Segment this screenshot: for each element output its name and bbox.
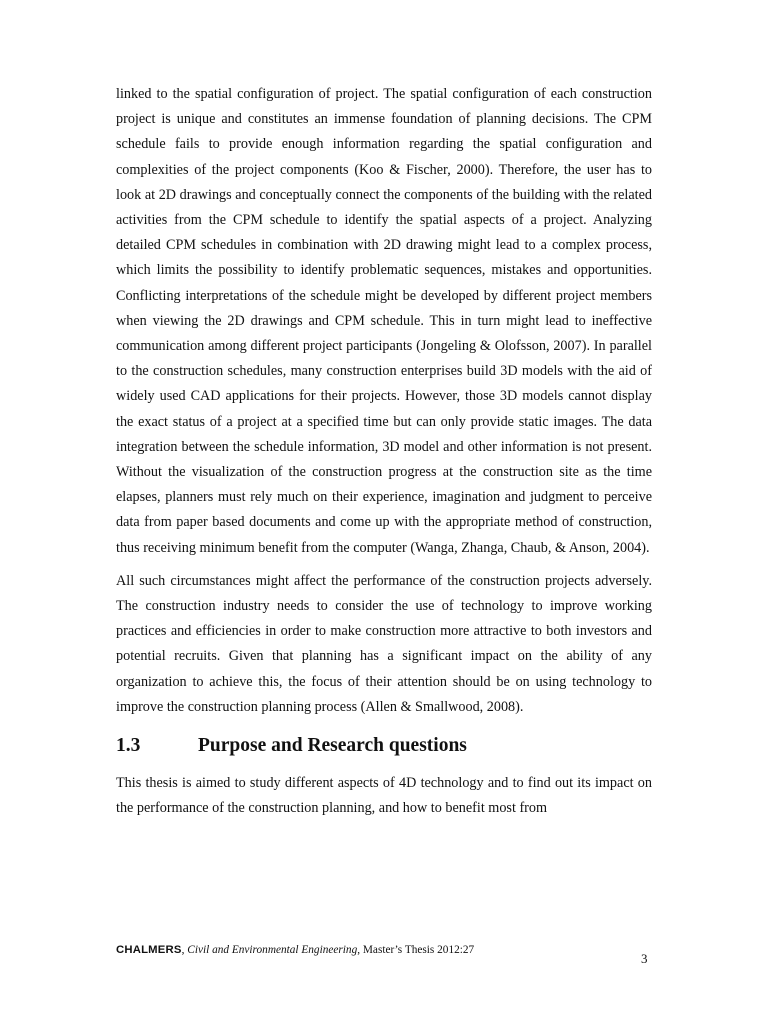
body-text — [116, 82, 652, 821]
page-number: 3 — [641, 951, 648, 966]
page-footer — [116, 944, 474, 956]
footer-brand: CHALMERS — [116, 944, 182, 956]
paragraph-cpm-limitations: linked to the spatial configuration of project. The spatial configuration of each construction project is unique and constitutes an immense foundation of planning decisions. The CPM schedule fails to provide enough information regarding the spatial configuration and complexities of the project components (Koo & Fischer, 2000). Therefore, the user has to look at 2D drawings and conceptually connect the components of the building with the related activities from the CPM schedule to identify the spatial aspects of a project. Analyzing detailed CPM schedules in combination with 2D drawing might lead to a complex process, which limits the possibility to identify problematic sequences, mistakes and opportunities. Conflicting interpretations of the schedule might be developed by different project members when viewing the 2D drawings and CPM schedule. This in turn might lead to ineffective communication among different project participants (Jongeling & Olofsson, 2007). In parallel to the construction schedules, many construction enterprises build 3D models with the aid of widely used CAD applications for their projects. However, those 3D models cannot display the exact status of a project at a specified time but can only provide static images. The data integration between the schedule information, 3D model and other information is not present. Without the visualization of the construction progress at the construction site as the time elapses, planners must rely much on their experience, imagination and judgment to perceive data from paper based documents and come up with the appropriate method of construction, thus receiving minimum benefit from the computer (Wanga, Zhanga, Chaub, & Anson, 2004). — [116, 86, 652, 556]
section-number: 1.3 — [116, 735, 141, 757]
footer-department: Civil and Environmental Engineering — [187, 944, 358, 956]
section-title: Purpose and Research questions — [198, 735, 467, 757]
section-heading — [116, 733, 652, 759]
footer-separator: , — [181, 944, 188, 956]
paragraph-thesis-aim: This thesis is aimed to study different aspects of 4D technology and to find out its impact on the performance of the construction planning, and how to benefit most from — [116, 775, 652, 817]
paragraph-technology-use: All such circumstances might affect the performance of the construction projects adversely. The construction industry needs to consider the use of technology to improve working practices and efficiencies in order to make construction more attractive to both investors and potential recruits. Given that planning has a significant impact on the ability of any organization to achieve this, the focus of their attention should be on using technology to improve the construction planning process (Allen & Smallwood, 2008). — [116, 572, 652, 715]
footer-thesis: , Master’s Thesis 2012:27 — [357, 944, 475, 956]
